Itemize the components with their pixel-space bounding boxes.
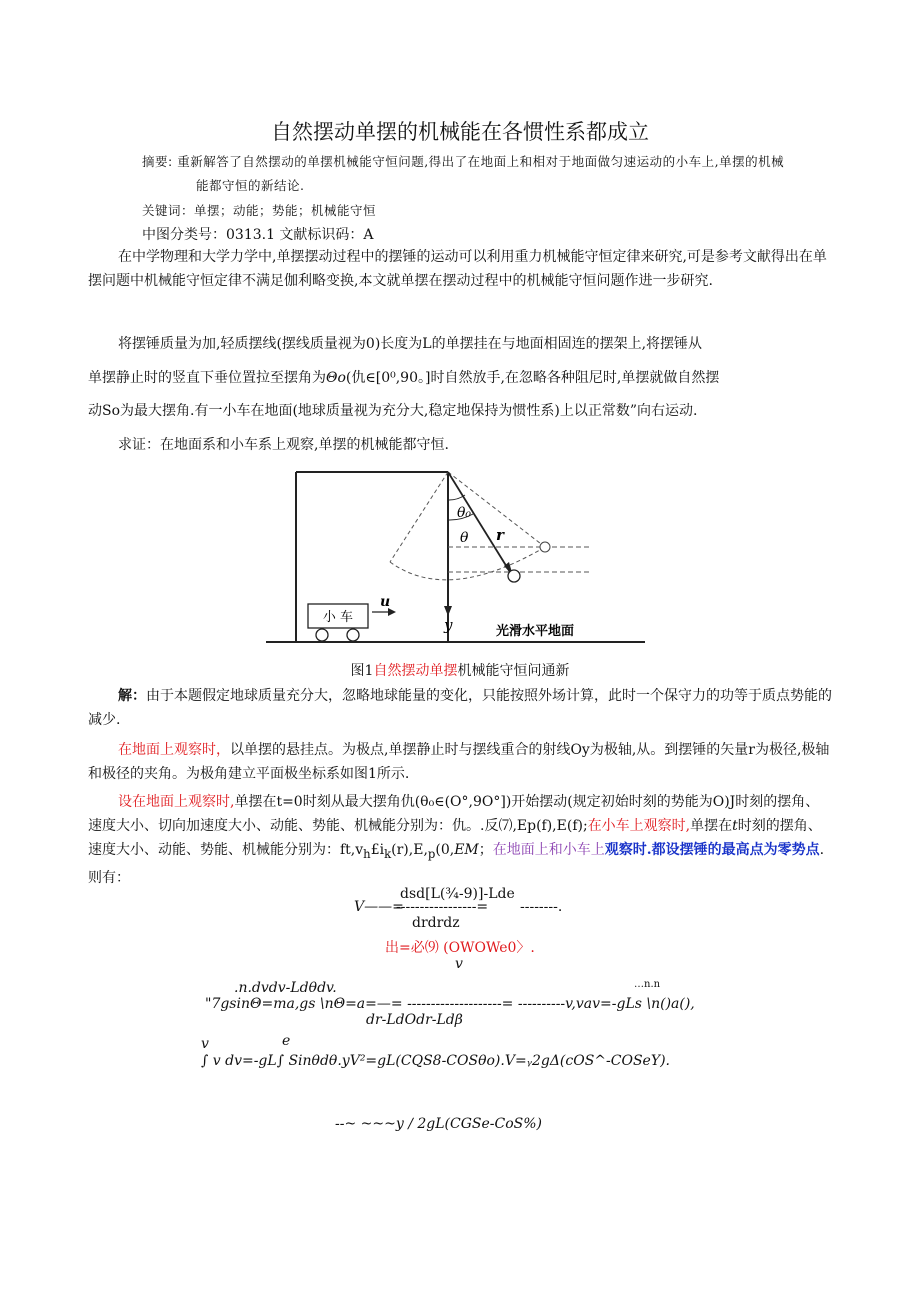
energy-part-6: (0, xyxy=(435,842,455,858)
eq5: --~ ~~~y ∕ 2gL(CGSe-CoS%) xyxy=(335,1116,542,1132)
caption-suffix: 机械能守恒问通新 xyxy=(457,663,570,679)
eq4-v: v xyxy=(201,1036,209,1052)
abstract-label: 摘要: xyxy=(142,154,173,169)
energy-sub-2: k xyxy=(384,846,392,861)
swing-arc xyxy=(390,547,545,580)
abstract-line-1 xyxy=(142,152,784,170)
eq2: 出=必⑼ (OWOWe0〉. xyxy=(385,940,535,956)
caption-highlight: 自然摆动单摆 xyxy=(373,663,458,679)
energy-part-5: (r),E, xyxy=(391,842,428,858)
energy-blue: 观察时.都设摆锤的最高点为零势点 xyxy=(604,842,820,858)
setup-line-2a: 单摆静止时的竖直下垂位置拉至摆角为 xyxy=(88,370,326,386)
cart-wheel-left xyxy=(316,629,328,641)
r-vector xyxy=(448,472,510,572)
u-label: u xyxy=(380,594,391,610)
abstract-text-2: 能都守恒的新结论. xyxy=(196,178,305,193)
polar-paragraph xyxy=(88,738,833,786)
r-label: r xyxy=(496,526,504,544)
energy-part-4: £i xyxy=(370,842,385,858)
classification: 中图分类号：0313.1 文献标识码：A xyxy=(142,227,374,243)
energy-part-3: 时刻的摆角、速度大小、动能、势能、机械能分别为：ft,v xyxy=(88,818,822,858)
solution-text: 由于本题假定地球质量充分大，忽略地球能量的变化，只能按照外场计算，此时一个保守力的功等于质点势能的减少. xyxy=(88,688,832,728)
intro-paragraph: 在中学物理和大学力学中,单摆摆动过程中的摆锤的运动可以利用重力机械能守恒定律来研究,可是参考文献得出在单摆问题中机械能守恒定律不满足伽利略变换,本文就单摆在摆动过程中的机械能守恒问题作进一步研究. xyxy=(88,249,827,289)
y-label: y xyxy=(444,616,453,634)
polar-red-text: 在地面上观察时， xyxy=(118,742,230,758)
eq1-left: V——= xyxy=(354,899,404,915)
pendulum-figure xyxy=(260,462,650,652)
energy-sub-3: p xyxy=(427,846,436,861)
energy-red-2: 在小车上观察时, xyxy=(587,818,691,834)
pendulum-diagram xyxy=(260,462,650,648)
eq1-dashes: -----------------= xyxy=(396,899,489,915)
cart-wheel-right xyxy=(347,629,359,641)
energy-sub-1: h xyxy=(363,846,371,861)
eq3-main: "7gsinΘ=ma,gs \nΘ=a=—= --------------------= ----------v,vav=-gLs \n()a(), xyxy=(205,996,695,1012)
theta-label: θ xyxy=(460,530,469,546)
solution-label: 解： xyxy=(118,688,146,704)
keywords: 关键词：单摆；动能；势能；机械能守恒 xyxy=(142,203,377,218)
page-title: 自然摆动单摆的机械能在各惯性系都成立 xyxy=(271,120,649,144)
theta0-label: θ₀ xyxy=(457,505,472,521)
ground-label: 光滑水平地面 xyxy=(496,624,575,639)
energy-part-2: 单摆在 xyxy=(690,818,733,834)
eq2-v: v xyxy=(455,956,463,972)
cart-label: 小 车 xyxy=(322,610,354,625)
eq1-tail: --------. xyxy=(520,899,563,915)
eq3-top: .n.dvdv-Ldθdv. xyxy=(234,980,337,996)
eq3-denominator: dr-LdOdr-Ldβ xyxy=(366,1012,463,1028)
setup-line-2c: (仇∈[0⁰,90。]时自然放手,在忽略各种阻尼时,单摆就做自然摆 xyxy=(345,370,720,386)
energy-purple: 在地面上和小车上 xyxy=(492,842,605,858)
energy-t: t xyxy=(732,818,738,834)
energy-end: .则有： xyxy=(88,842,825,886)
energy-em: EM xyxy=(454,842,479,858)
energy-paragraph xyxy=(88,790,833,890)
left-dashed-line xyxy=(390,472,448,562)
eq4-e: e xyxy=(282,1033,291,1049)
eq4-main: ∫ v dv=-gL∫ Sinθdθ.yV²=gL(CQS8-COSθo).V=ᵧ2gΔ(cOS^-COSeY). xyxy=(201,1053,670,1069)
abstract-text-1: 重新解答了自然摆动的单摆机械能守恒问题,得出了在地面上和相对于地面做匀速运动的小车上,单摆的机械 xyxy=(177,154,785,169)
bob-max-position xyxy=(540,542,550,552)
y-axis-arrowhead xyxy=(444,606,452,616)
bob-current-position xyxy=(508,570,520,582)
setup-line-1: 将摆锤质量为加,轻质摆线(摆线质量视为0)长度为L的单摆挂在与地面相固连的摆架上,将摆锤从 xyxy=(118,336,703,352)
setup-line-2 xyxy=(88,367,719,387)
energy-part-1: 单摆在t=0时刻从最大摆角仇(θ₀∈(O°,9O°])开始摆动(规定初始时刻的势能为O)J时刻的摆角、速度大小、切向加速度大小、动能、势能、机械能分别为：仇。.反⑺,Ep(f),E(f); xyxy=(88,794,820,834)
eq1-denominator: drdrdz xyxy=(412,915,460,931)
setup-line-4: 求证：在地面系和小车系上观察,单摆的机械能都守恒. xyxy=(118,437,449,453)
setup-line-3: 动So为最大摆角.有一小车在地面(地球质量视为充分大,稳定地保持为惯性系)上以正常数”向右运动. xyxy=(88,403,698,419)
caption-prefix: 图1 xyxy=(350,663,374,679)
energy-red-1: 设在地面上观察时, xyxy=(118,794,235,810)
figure-caption xyxy=(0,660,920,680)
eq3-top-right: …n.n xyxy=(634,979,661,990)
polar-text: 以单摆的悬挂点。为极点,单摆静止时与摆线重合的射线Oy为极轴,从。到摆锤的矢量r为极径,极轴和极径的夹角。为极角建立平面极坐标系如图1所示. xyxy=(88,742,830,782)
eq1-numerator: dsd[L(¾-9)]-Lde xyxy=(400,886,515,902)
theta0-symbol: Θo xyxy=(326,370,346,386)
energy-part-7: ； xyxy=(478,842,493,858)
solution-paragraph xyxy=(88,684,833,732)
